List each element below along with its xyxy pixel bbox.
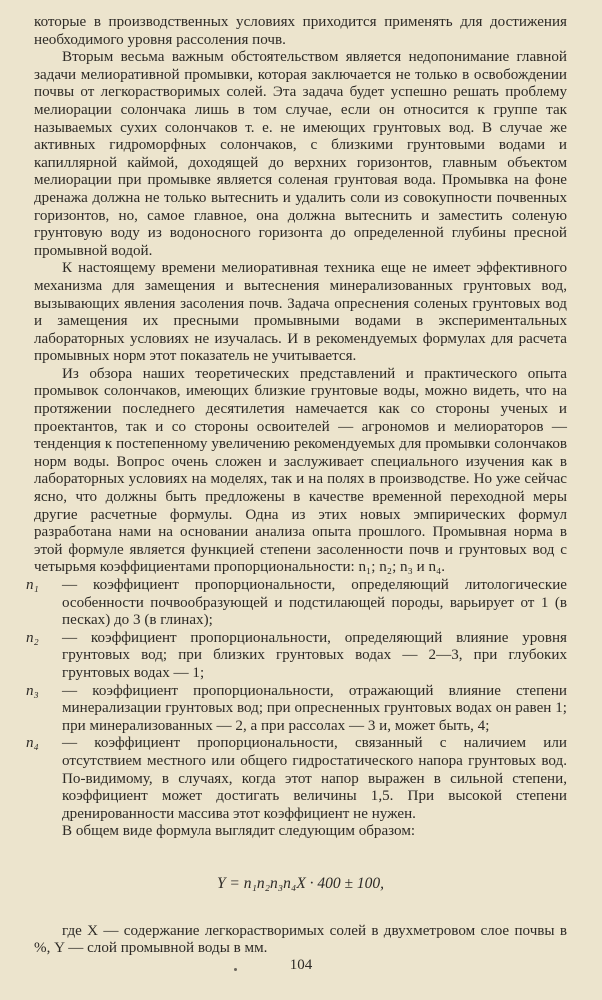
coefficient-definitions bbox=[26, 577, 567, 823]
definition-text: — коэффициент пропорциональности, отражающий влияние степени минерализации грунтовых вод; при опресненных грунтовых водах он равен 1; при минерализованных — 2, а при рассолах — 3 и, может быть, 4; bbox=[62, 682, 567, 734]
definition-n1 bbox=[26, 577, 567, 630]
definition-n4 bbox=[26, 735, 567, 823]
definition-text: — коэффициент пропорциональности, определяющий литологические особенности почвообразующей и подстилающей породы, варьирует от 1 (в песках) до 3 (в глинах); bbox=[62, 577, 567, 629]
definition-n2 bbox=[26, 629, 567, 683]
paragraph-continuation: которые в производственных условиях приходится применять для достижения необходимого уровня рассоления почв. bbox=[34, 14, 567, 48]
formula: Y = n₁n₂n₃n₄X · 400 ± 100, bbox=[216, 874, 385, 892]
paragraph-second-circumstance: Вторым весьма важным обстоятельством является недопонимание главной задачи мелиоративной промывки, которая заключается не только в освобождении почвы от легкорастворимых солей. Эта задача будет успешно решать проблему мелиорации солончака лишь в том случае, если он относится к группе так называемых сухих солончаков т. е. не имеющих грунтовых вод. В случае же активных гидроморфных солончаков, с близкими грунтовыми водами и капиллярной каймой, доходящей до верхних горизонтов, главным объектом мелиорации при промывке является соленая грунтовая вода. Промывка на фоне дренажа должна не только вытеснить и удалить соли из совокупности почвенных горизонтов, но, самое главное, она должна вытеснить и заместить соленую грунтовую воду из водоносного горизонта до определенной глубины пресной промывной водой. bbox=[34, 49, 567, 259]
body-text bbox=[26, 14, 567, 958]
paragraph-melioration-technique: К настоящему времени мелиоративная техника еще не имеет эффективного механизма для замещения и вытеснения минерализованных грунтовых вод, вызывающих явления засоления почв. Задача опреснения соленых грунтовых вод и замещения их пресными промывными водами в экспериментальных лабораторных условиях не изучалась. И в рекомендуемых формулах для расчета промывных норм этот показатель не учитывается. bbox=[34, 260, 567, 365]
definition-symbol: n₃ bbox=[26, 682, 39, 699]
paragraph-review: Из обзора наших теоретических представлений и практического опыта промывок солончаков, имеющих близкие грунтовые воды, можно видеть, что на протяжении последнего десятилетия намечается как со стороны ученых и проектантов, так и со стороны освоителей — агрономов и мелиораторов — тенденция к постепенному увеличению рекомендуемых для промывки солончаков норм воды. Вопрос очень сложен и заслуживает специального изучения как в лабораторных условиях на моделях, так и на полях в производстве. Но уже сейчас ясно, что должны быть предложены в качестве временной переходной меры другие расчетные формулы. Одна из этих новых эмпирических формул разработана нами на основании анализа опыта прошлого. Промывная норма в этой формуле является функцией степени засоленности почв и грунтовых вод с четырьмя коэффициентами пропорциональности: n₁; n₂; n₃ и n₄. bbox=[34, 365, 567, 576]
page-number: 104 bbox=[289, 957, 313, 973]
closing-paragraph: где X — содержание легкорастворимых солей в двухметровом слое почвы в %, Y — слой промывной воды в мм. bbox=[34, 922, 567, 957]
definition-n3 bbox=[26, 682, 567, 736]
formula-intro: В общем виде формула выглядит следующим образом: bbox=[62, 823, 416, 840]
definition-symbol: n₂ bbox=[26, 629, 39, 646]
definition-text: — коэффициент пропорциональности, определяющий влияние уровня грунтовых вод; при близких грунтовых водах — 2—3, при глубоких грунтовых водах — 1; bbox=[62, 629, 567, 681]
definition-symbol: n₁ bbox=[26, 577, 39, 593]
definition-text: — коэффициент пропорциональности, связанный с наличием или отсутствием местного или общего гидростатического напора грунтовых вод. По-видимому, в случаях, когда этот напор выражен в сильной степени, коэффициент может достигать величины 1,5. При высокой степени дренированности массива этот коэффициент не нужен. bbox=[62, 735, 567, 822]
definition-symbol: n₄ bbox=[26, 735, 39, 752]
